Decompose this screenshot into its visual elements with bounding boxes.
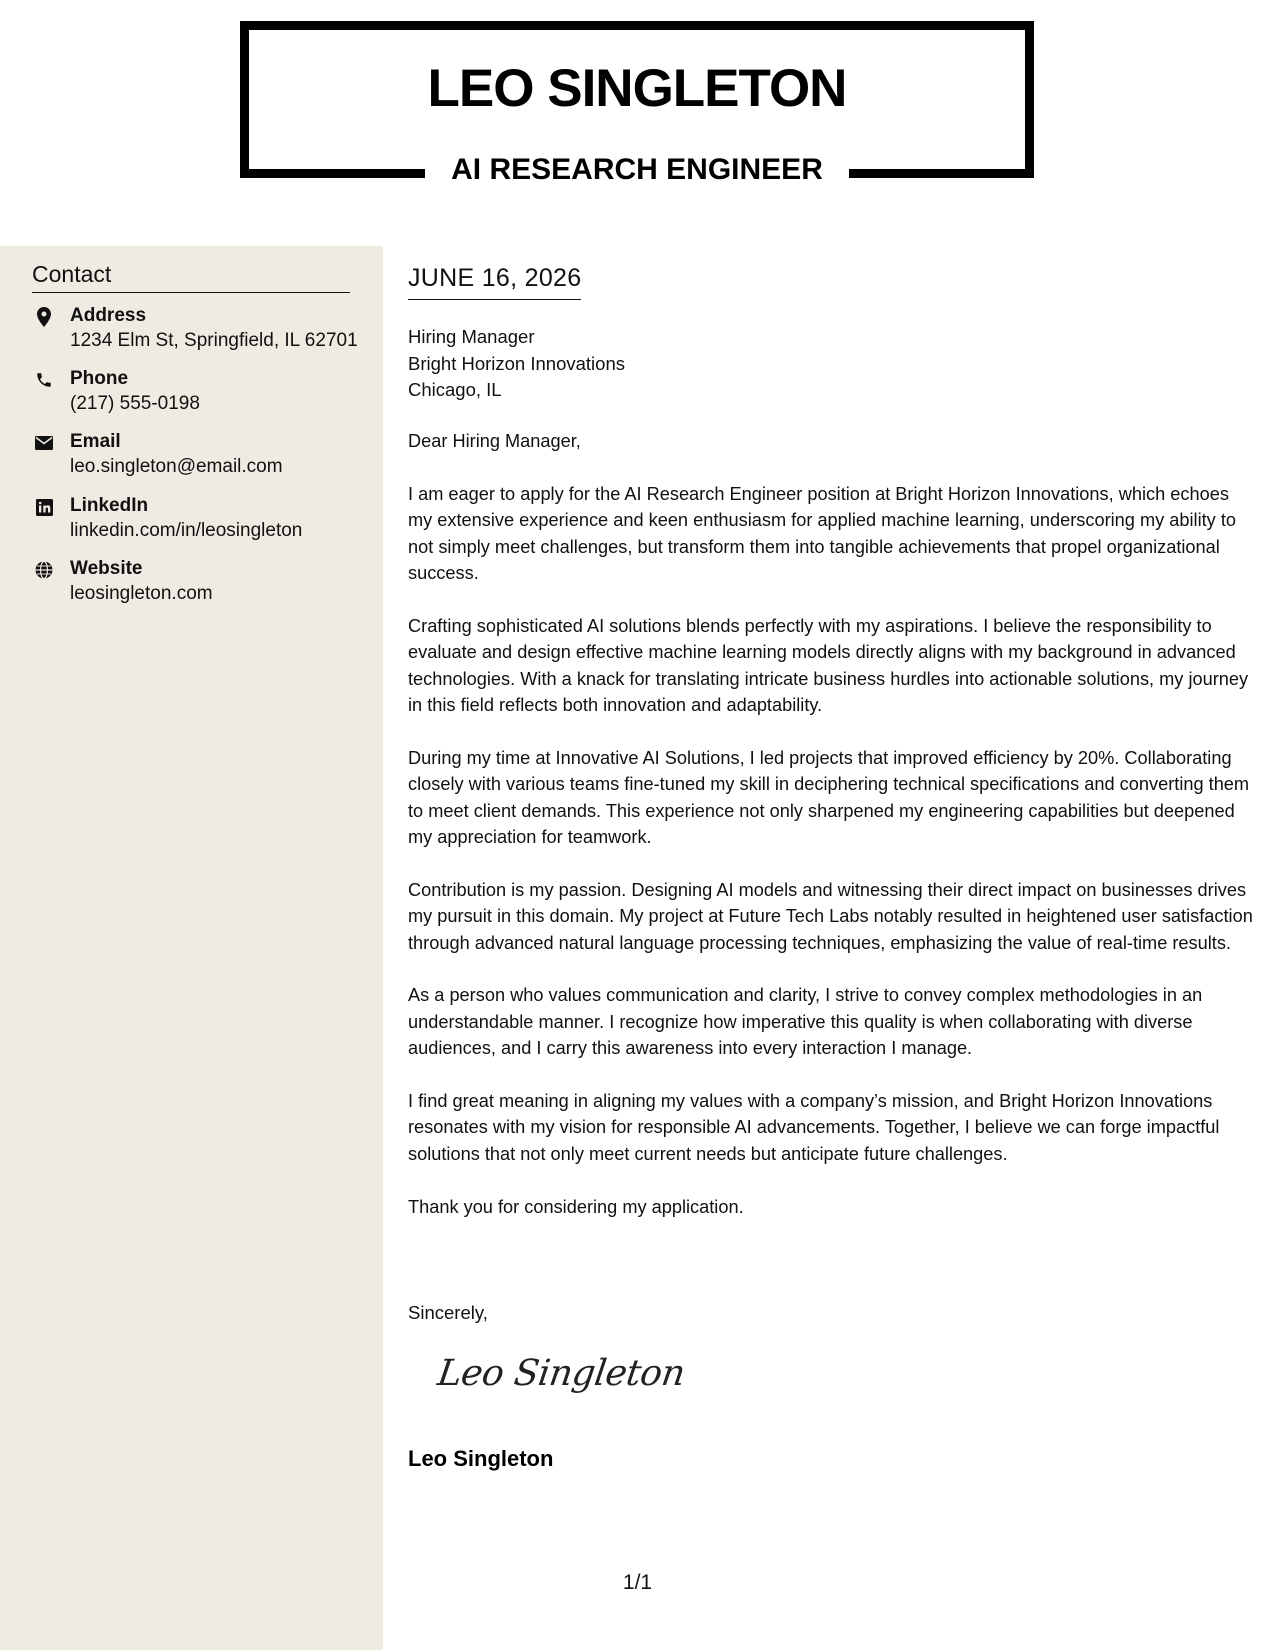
body-paragraph: Contribution is my passion. Designing AI models and witnessing their direct impact on businesses drives my pursuit in this domain. My project at Future Tech Labs notably resulted in heightened user satisfaction through advanced natural language processing techniques, emphasizing the value of real-time results.: [408, 879, 1253, 953]
recipient-block: [408, 324, 625, 404]
recipient-line: Chicago, IL: [408, 379, 502, 400]
letter-header: [0, 0, 1275, 200]
phone-value: (217) 555-0198: [70, 393, 200, 414]
body-paragraph: As a person who values communication and clarity, I strive to convey complex methodologies in an understandable manner. I recognize how imperative this quality is when collaborating with diverse audiences, and I carry this awareness into every interaction I manage.: [408, 985, 1203, 1059]
closing: Sincerely,: [408, 1302, 488, 1323]
recipient-line: Bright Horizon Innovations: [408, 352, 625, 374]
phone-icon: [34, 370, 54, 390]
job-title: AI RESEARCH ENGINEER: [451, 153, 823, 186]
envelope-icon: [34, 433, 54, 453]
page-number: 1/1: [622, 1571, 653, 1594]
handwritten-signature: Leo Singleton: [435, 1353, 688, 1394]
map-pin-icon: [34, 307, 54, 327]
contact-label: Website: [70, 558, 143, 579]
body-paragraph: I am eager to apply for the AI Research Engineer position at Bright Horizon Innovations, which echoes my extensive experience and keen enthusiasm for applied machine learning, underscoring my ability to not simply meet challenges, but transform them into tangible achievements that propel organizational success.: [408, 483, 1236, 584]
contact-label: Phone: [70, 368, 129, 389]
letter-body: [408, 428, 1253, 1246]
contact-label: Address: [70, 305, 147, 326]
website-value: leosingleton.com: [70, 583, 213, 604]
header-frame-bottom-left: [240, 169, 425, 178]
body-paragraph: I find great meaning in aligning my values with a company’s mission, and Bright Horizon Innovations resonates with my vision for responsible AI advancements. Together, I believe we can forge impactful solutions that not only meet current needs but anticipate future challenges.: [408, 1091, 1220, 1164]
header-frame-bottom-right: [849, 169, 1034, 178]
letter-date: JUNE 16, 2026: [408, 264, 581, 300]
body-paragraph: During my time at Innovative AI Solutions, I led projects that improved efficiency by 20%. Collaborating closely with various teams fine-tuned my skill in deciphering technical specifications and converting them to meet client demands. This experience not only sharpened my engineering capabilities but deepened my appreciation for teamwork.: [408, 747, 1250, 848]
linkedin-icon: [34, 497, 54, 517]
signer-name: Leo Singleton: [408, 1446, 554, 1471]
globe-icon: [34, 560, 54, 580]
applicant-name: LEO SINGLETON: [427, 59, 847, 118]
thank-you-line: Thank you for considering my application.: [408, 1196, 744, 1217]
email-value: leo.singleton@email.com: [70, 456, 283, 477]
contact-heading: Contact: [32, 261, 350, 293]
linkedin-value: linkedin.com/in/leosingleton: [70, 520, 303, 541]
contact-label: LinkedIn: [70, 495, 149, 516]
body-paragraph: Crafting sophisticated AI solutions blends perfectly with my aspirations. I believe the responsibility to evaluate and design effective machine learning models directly aligns with my background in advanced technologies. With a knack for translating intricate business hurdles into actionable solutions, my journey in this field reflects both innovation and adaptability.: [408, 615, 1249, 716]
address-value: 1234 Elm St, Springfield, IL 62701: [70, 330, 358, 351]
salutation: Dear Hiring Manager,: [408, 431, 581, 451]
contact-label: Email: [70, 431, 121, 452]
recipient-line: Hiring Manager: [408, 326, 535, 347]
